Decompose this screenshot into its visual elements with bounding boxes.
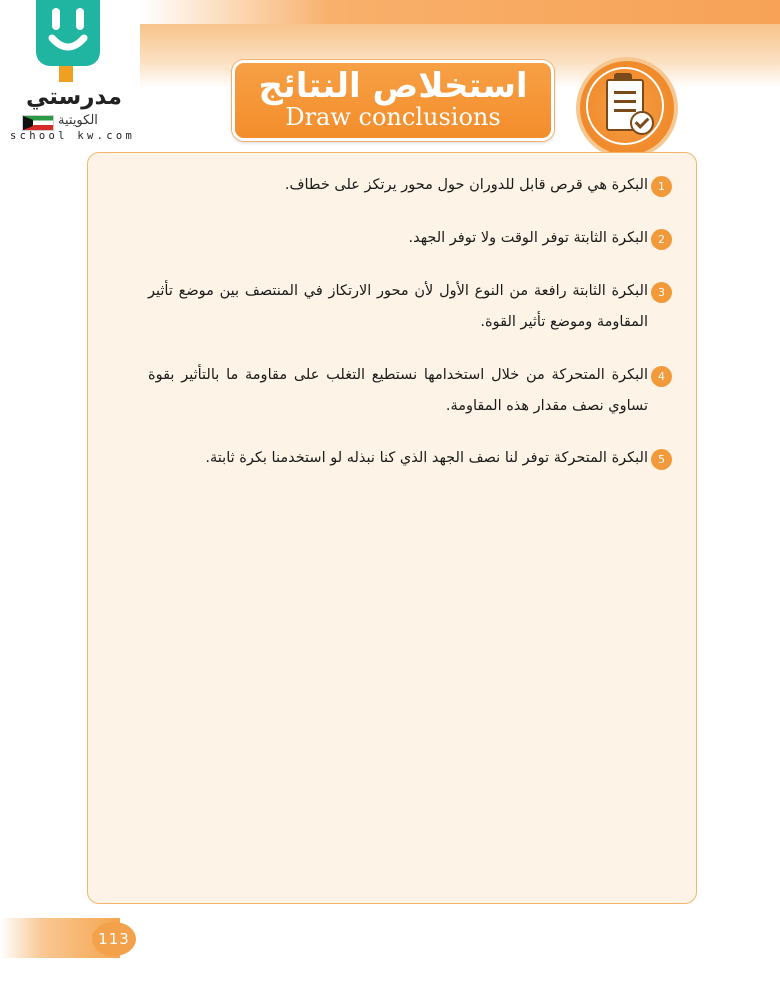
checklist-line	[614, 109, 636, 112]
checkmark-icon	[630, 111, 654, 135]
section-title-arabic: استخلاص النتائج	[258, 66, 528, 106]
section-title-english: Draw conclusions	[285, 103, 501, 131]
clipboard-checklist-icon	[576, 57, 678, 159]
logo-url: school kw.com	[10, 130, 136, 142]
checklist-line	[614, 91, 636, 94]
checklist-line	[614, 100, 636, 103]
item-number: 3	[651, 282, 672, 303]
conclusion-item: البكرة هي قرص قابل للدوران حول محور يرتكز على خطاف.	[284, 177, 648, 193]
conclusion-item: البكرة المتحركة من خلال استخدامها نستطيع التغلب على مقاومة ما بالتأثير بقوة تساوي نصف مقدار هذه المقاومة.	[148, 367, 648, 414]
page-number: 113	[92, 922, 136, 956]
kuwait-flag-icon	[22, 115, 54, 131]
conclusion-item: البكرة الثابتة توفر الوقت ولا توفر الجهد.	[408, 230, 648, 246]
item-number: 5	[651, 449, 672, 470]
logo-subtitle: الكويتية	[58, 113, 98, 128]
site-logo[interactable]	[0, 0, 145, 150]
item-number: 4	[651, 366, 672, 387]
item-number: 2	[651, 229, 672, 250]
conclusion-item: البكرة الثابتة رافعة من النوع الأول لأن محور الارتكاز في المنتصف بين موضع تأثير المقاومة وموضع تأثير القوة.	[148, 283, 648, 330]
item-number: 1	[651, 176, 672, 197]
conclusions-panel	[87, 152, 697, 904]
logo-stem	[59, 66, 73, 82]
conclusion-item: البكرة المتحركة توفر لنا نصف الجهد الذي كنا نبذله لو استخدمنا بكرة ثابتة.	[205, 450, 648, 466]
logo-tile	[36, 0, 100, 66]
logo-name: مدرستي	[25, 84, 123, 110]
logo-face-icon	[36, 0, 100, 66]
section-title	[232, 60, 554, 141]
